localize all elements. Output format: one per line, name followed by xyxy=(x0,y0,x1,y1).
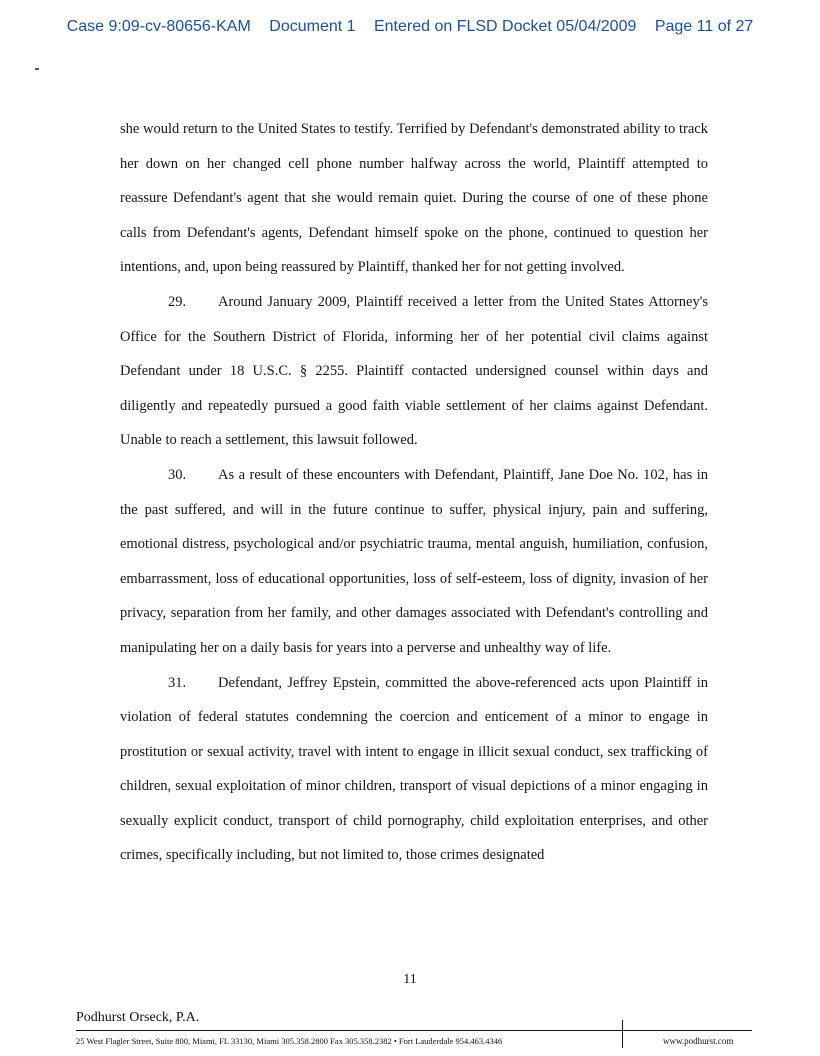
document-body xyxy=(120,112,708,873)
docket-header xyxy=(0,18,820,36)
paragraph-text: Around January 2009, Plaintiff received a letter from the United States Attorney's Office for the Southern District of Florida, informing her of her potential civil claims against Defendant under 18 U.S.C. § 2255. Plaintiff contacted undersigned counsel within days and diligently and repeatedly pursued a good faith viable settlement of her claims against Defendant. Unable to reach a settlement, this lawsuit followed. xyxy=(120,293,708,449)
page-count: Page 11 of 27 xyxy=(654,18,754,35)
page-number: 11 xyxy=(403,972,417,987)
firm-website: www.podhurst.com xyxy=(663,1036,734,1046)
footer-divider xyxy=(622,1020,623,1048)
paragraph-30 xyxy=(120,458,708,666)
footer-rule xyxy=(76,1030,752,1031)
paragraph-29 xyxy=(120,285,708,458)
scan-mark xyxy=(35,68,39,70)
case-number: Case 9:09-cv-80656-KAM xyxy=(66,18,251,35)
paragraph-text: she would return to the United States to testify. Terrified by Defendant's demonstrated ability to track her down on her changed cell phone number halfway across the world, Plaintiff attempted to reassure Defendant's agent that she would remain quiet. During the course of one of these phone calls from Defendant's agents, Defendant himself spoke on the phone, continued to question her intentions, and, upon being reassured by Plaintiff, thanked her for not getting involved. xyxy=(120,121,708,276)
paragraph-number: 31. xyxy=(168,674,187,691)
firm-name: Podhurst Orseck, P.A. xyxy=(76,1010,200,1025)
paragraph-text: As a result of these encounters with Defendant, Plaintiff, Jane Doe No. 102, has in the past suffered, and will in the future continue to suffer, physical injury, pain and suffering, emotional distress, psychological and/or psychiatric trauma, mental anguish, humiliation, confusion, embarrassment, loss of educational opportunities, loss of self-esteem, loss of dignity, invasion of her privacy, separation from her family, and other damages associated with Defendant's controlling and manipulating her on a daily basis for years into a perverse and unhealthy way of life. xyxy=(120,466,708,656)
paragraph-text: Defendant, Jeffrey Epstein, committed the above-referenced acts upon Plaintiff in violation of federal statutes condemning the coercion and enticement of a minor to engage in prostitution or sexual activity, travel with intent to engage in illicit sexual conduct, sex trafficking of children, sexual exploitation of minor children, transport of visual depictions of a minor engaging in sexually explicit conduct, transport of child pornography, child exploitation enterprises, and other crimes, specifically including, but not limited to, those crimes designated xyxy=(120,674,708,864)
document-number: Document 1 xyxy=(269,18,356,35)
paragraph-continuation xyxy=(120,112,708,285)
firm-address: 25 West Flagler Street, Suite 800, Miami, FL 33130, Miami 305.358.2800 Fax 305.358.2382 • Fort Lauderdale 954.463.4346 xyxy=(76,1036,503,1046)
paragraph-number: 30. xyxy=(168,466,187,483)
paragraph-number: 29. xyxy=(168,293,187,310)
docket-entry: Entered on FLSD Docket 05/04/2009 xyxy=(373,18,637,35)
paragraph-31 xyxy=(120,666,708,874)
